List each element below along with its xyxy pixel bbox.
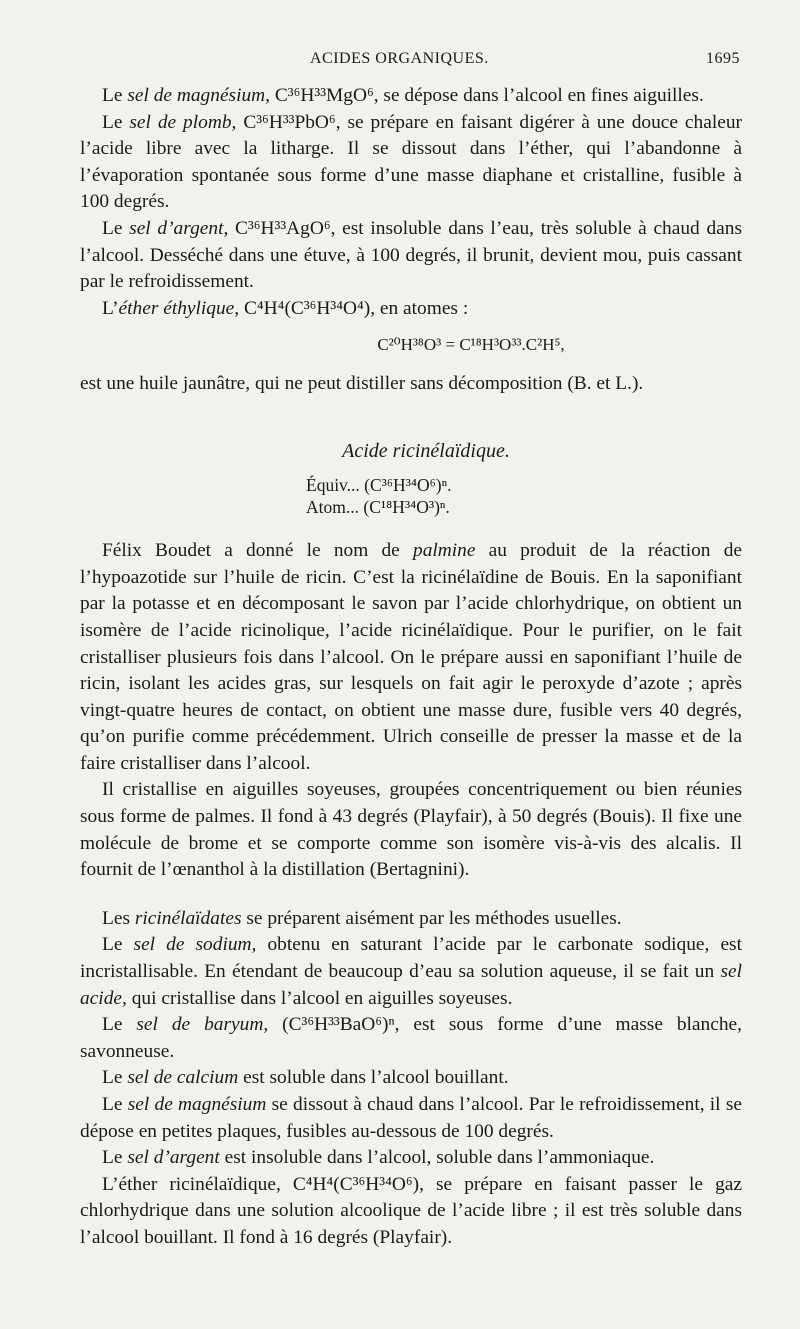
paragraph-after-formula: est une huile jaunâtre, qui ne peut distiller sans décomposition (B. et L.). [80, 372, 644, 394]
paragraph-crystallisation: Il cristallise en aiguilles soyeuses, groupées concentriquement ou bien réunies sous forme de palmes. Il fond à 43 degrés (Playfair), à 50 degrés (Bouis). Il fixe une molécule de brome et se comporte comme son isomère vis-à-vis des alcalis. Il fournit de l’œnanthol à la distillation (Bertagnini). [80, 779, 742, 881]
paragraph-ricinelaidic-ether: L’éther ricinélaïdique, C⁴H⁴(C³⁶H³⁴O⁶), se prépare en faisant passer le gaz chlorhydrique dans une solution alcoolique de l’acide libre ; il est très soluble dans l’alcool bouillant. Il fond à 16 degrés (Playfair). [80, 1173, 742, 1248]
formula-line: C²⁰H³⁸O³ = C¹⁸H³O³³.C²H⁵, [377, 335, 565, 355]
page-number: 1695 [706, 50, 740, 67]
paragraph-calcium-salt: Le sel de calcium est soluble dans l’alcool bouillant. [102, 1067, 509, 1089]
paragraph-silver-salt-2: Le sel d’argent est insoluble dans l’alcool, soluble dans l’ammoniaque. [102, 1147, 655, 1169]
running-title: ACIDES ORGANIQUES. [310, 50, 489, 67]
paragraph-magnesium-salt-2: Le sel de magnésium se dissout à chaud dans l’alcool. Par le refroidissement, il se dépose en petites plaques, fusibles au-dessous de 100 degrés. [80, 1094, 742, 1142]
paragraph-ricinelaidates: Les ricinélaïdates se préparent aisément par les méthodes usuelles. [102, 907, 622, 929]
paragraph-ethyl-ether: L’éther éthylique, C⁴H⁴(C³⁶H³⁴O⁴), en atomes : [102, 297, 469, 319]
paragraph-magnesium-salt: Le sel de magnésium, C³⁶H³³MgO⁶, se dépose dans l’alcool en fines aiguilles. [102, 85, 704, 106]
paragraph-barium-salt: Le sel de baryum, (C³⁶H³³BaO⁶)ⁿ, est sous forme d’une masse blanche, savonneuse. [80, 1014, 742, 1062]
paragraph-lead-salt: Le sel de plomb, C³⁶H³³PbO⁶, se prépare en faisant digérer à une douce chaleur l’acide libre avec la litharge. Il se dissout dans l’éther, qui l’abandonne à l’évaporation spontanée sous forme d’une masse diaphane et cristalline, fusible à 100 degrés. [80, 111, 742, 213]
section-title: Acide ricinélaïdique. [342, 439, 510, 462]
body-text [80, 83, 742, 1252]
equivalent-line: Équiv... (C³⁶H³⁴O⁶)ⁿ. [306, 475, 452, 496]
paragraph-silver-salt: Le sel d’argent, C³⁶H³³AgO⁶, est insoluble dans l’eau, très soluble à chaud dans l’alcool. Desséché dans une étuve, à 100 degrés, il brunit, devient mou, puis cassant par le refroidissement. [80, 217, 742, 293]
atom-line: Atom... (C¹⁸H³⁴O³)ⁿ. [306, 497, 450, 518]
paragraph-palmine: Félix Boudet a donné le nom de palmine au produit de la réaction de l’hypoazotide sur l’huile de ricin. C’est la ricinélaïdine de Bouis. En la saponifiant par la potasse et en décomposant le savon par l’acide chlorhydrique, on obtient un isomère de l’acide ricinolique, l’acide ricinélaïdique. Pour le purifier, on le fait cristalliser plusieurs fois dans l’alcool. On le prépare aussi en saponifiant l’huile de ricin, isolant les acides gras, sur lesquels on fait agir le peroxyde d’azote ; après vingt-quatre heures de contact, on obtient une masse dure, fusible vers 40 degrés, qu’on purifie comme précédemment. Ulrich conseille de presser la masse et de la faire cristalliser dans l’alcool. [80, 540, 742, 774]
paragraph-sodium-salt: Le sel de sodium, obtenu en saturant l’acide par le carbonate sodique, est incristallisable. En étendant de beaucoup d’eau sa solution aqueuse, il se fait un sel acide, qui cristallise dans l’alcool en aiguilles soyeuses. [80, 934, 742, 1009]
page-header [80, 50, 740, 76]
